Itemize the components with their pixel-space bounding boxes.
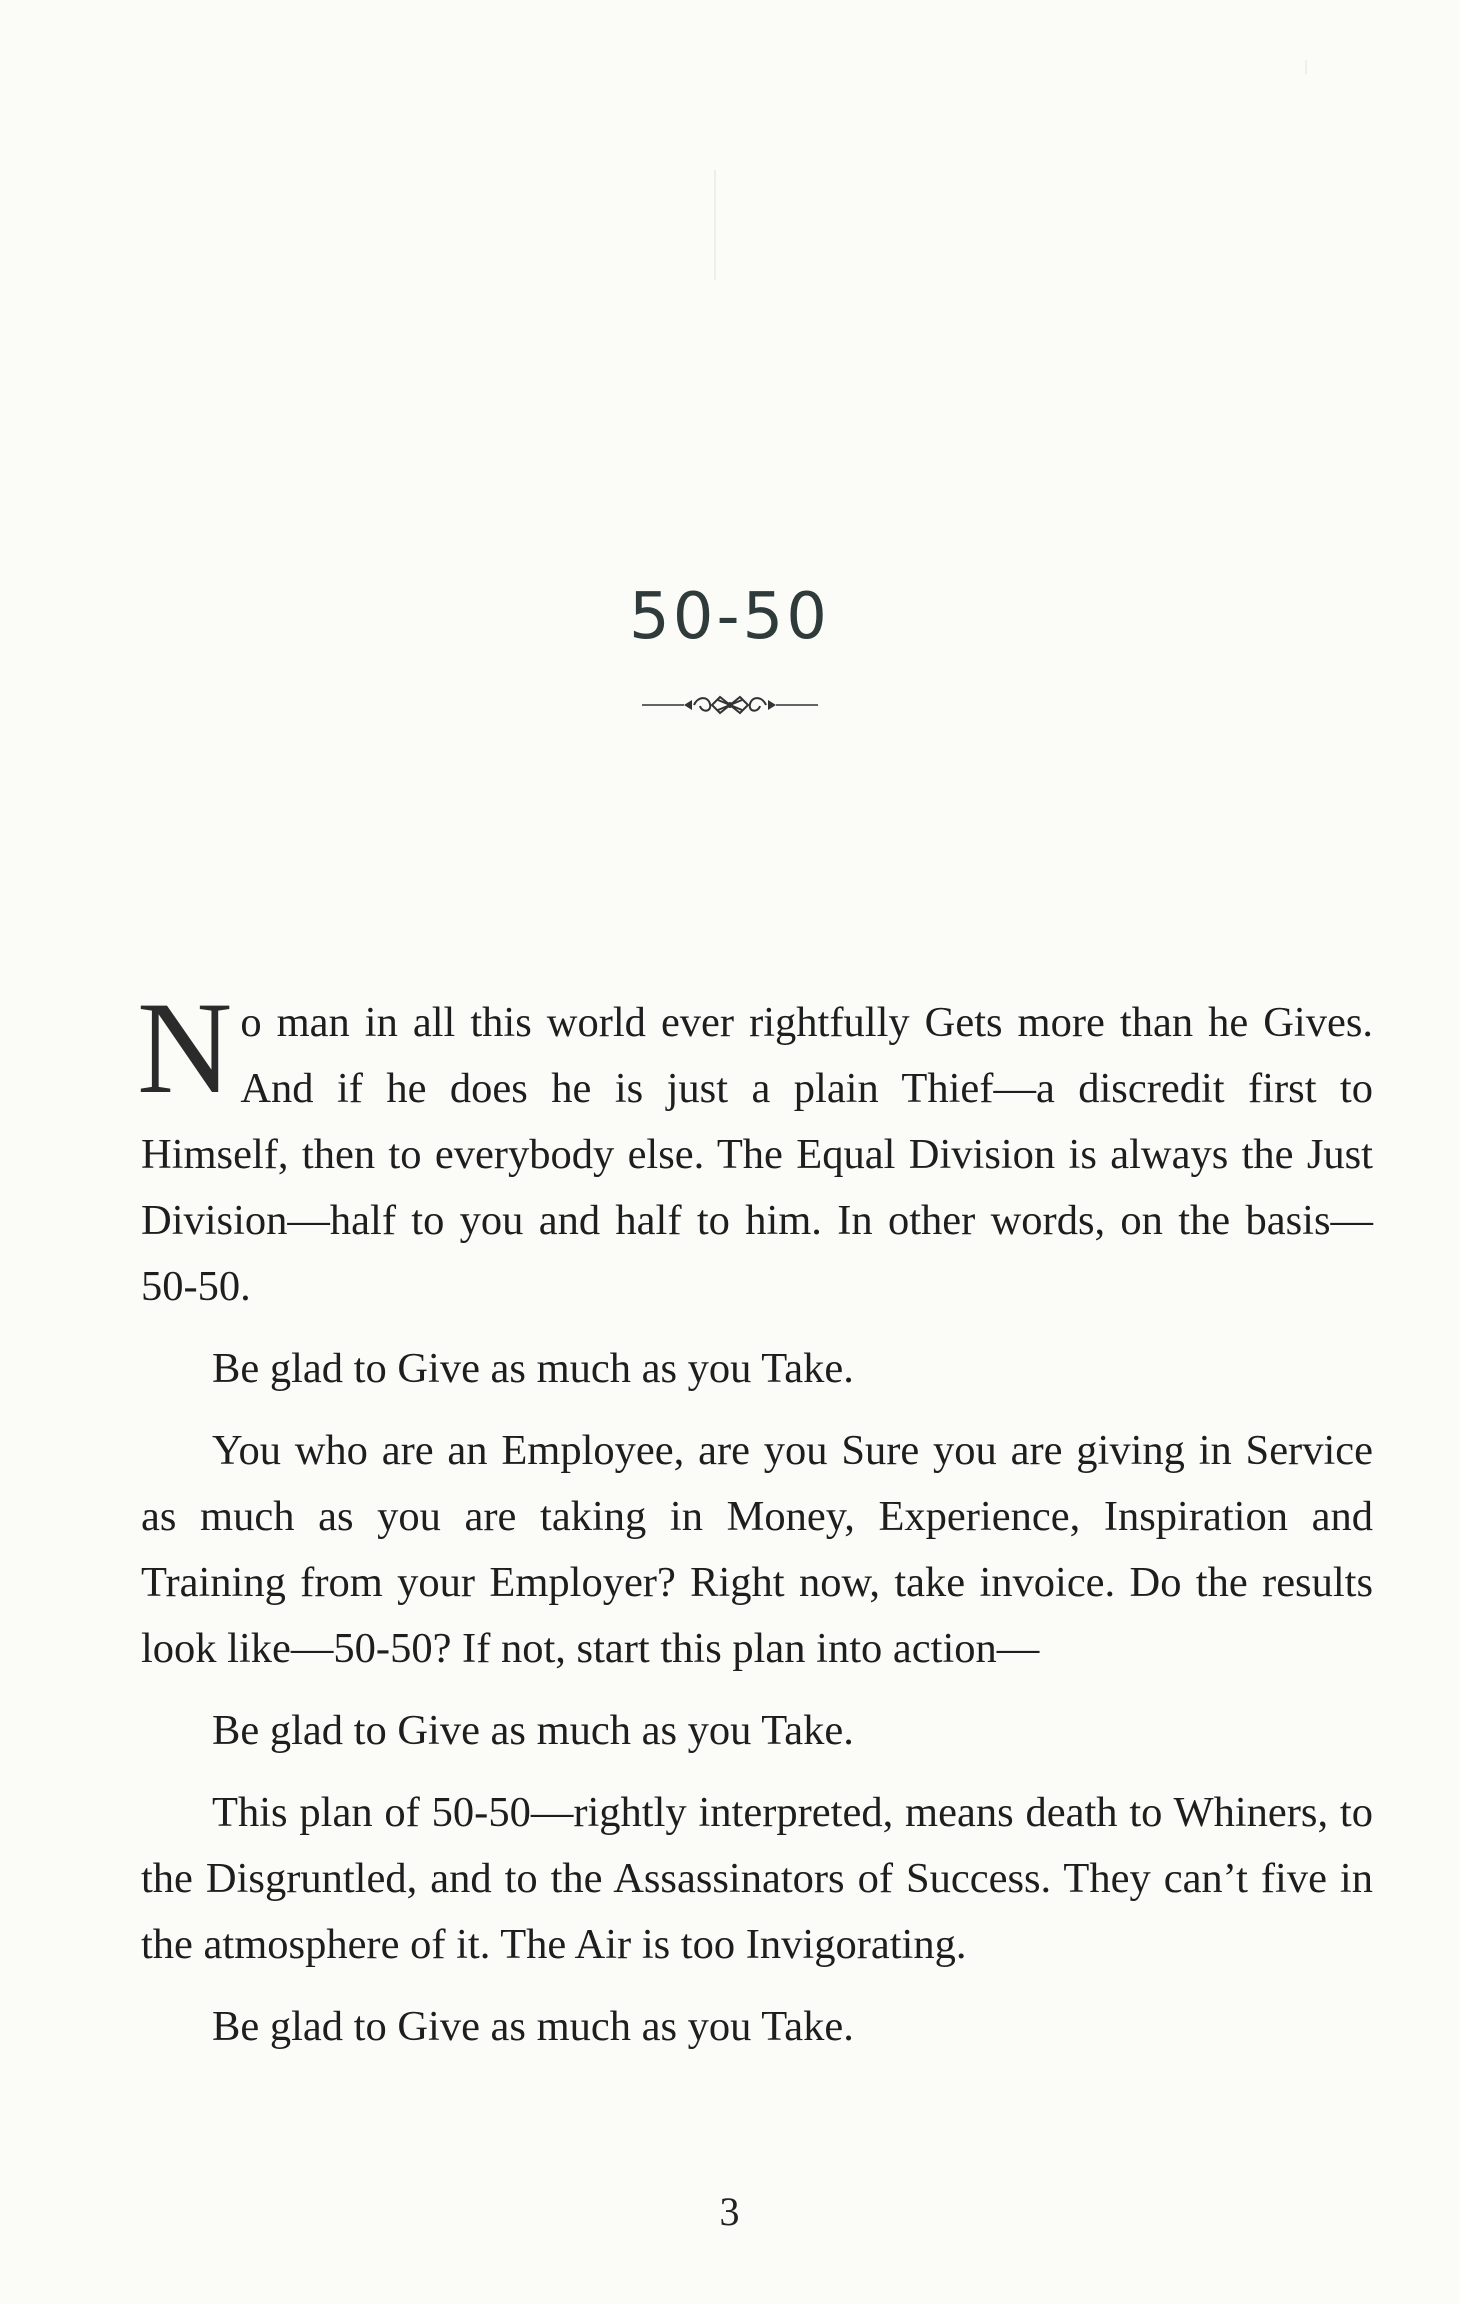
paragraph-1-text: o man in all this world ever rightfully Gets more than he Gives. And if he does he is just a plain Thief—a discredit first to Himself, then to everybody else. The Equal Division is always the Just Division—half to you and half to him. In other words, on the basis—50-50. (141, 999, 1373, 1310)
scan-artifact (1305, 60, 1307, 74)
paragraph-3: You who are an Employee, are you Sure you are giving in Service as much as you are taking in Money, Experience, Inspiration and Training from your Employer? Right now, take invoice. Do the results look like—50-50? If not, start this plan into action— (141, 1427, 1373, 1672)
scan-artifact (714, 170, 716, 280)
chapter-title: 50-50 (629, 580, 830, 654)
paragraph-1 (137, 974, 1373, 1320)
page-number: 3 (719, 2189, 740, 2234)
paragraph-6: Be glad to Give as much as you Take. (212, 2003, 854, 2050)
body-text (137, 974, 1373, 2076)
paragraph-4: Be glad to Give as much as you Take. (212, 1707, 854, 1754)
drop-cap: N (137, 974, 233, 1121)
paragraph-2: Be glad to Give as much as you Take. (212, 1345, 854, 1392)
paragraph-5: This plan of 50-50—rightly interpreted, means death to Whiners, to the Disgruntled, and to the Assassinators of Success. They can’t five in the atmosphere of it. The Air is too Invigorating. (141, 1789, 1373, 1968)
decorative-flourish-icon (0, 694, 1459, 716)
